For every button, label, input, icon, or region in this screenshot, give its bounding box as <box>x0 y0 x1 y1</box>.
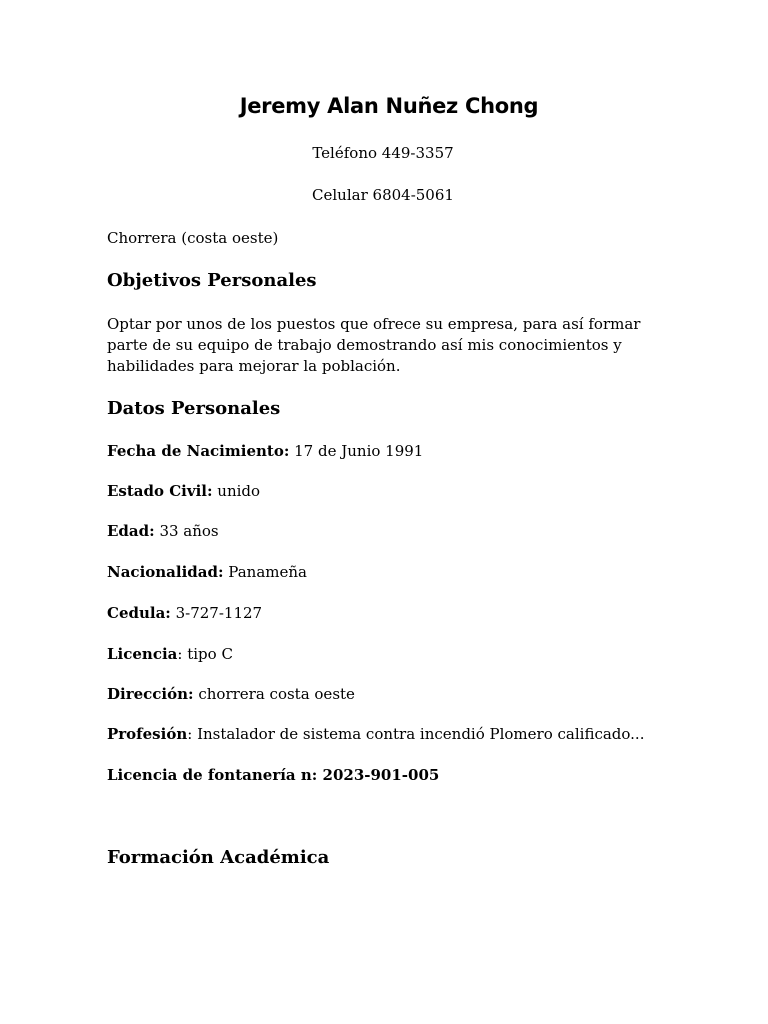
field-id-number <box>107 604 262 622</box>
personal-data-heading: Datos Personales <box>107 398 281 419</box>
field-value: 33 años <box>154 522 219 540</box>
field-profession <box>107 725 644 743</box>
cellphone-line: Celular 6804-5061 <box>312 186 454 204</box>
field-plumbing-license <box>107 766 439 784</box>
field-value: 17 de Junio 1991 <box>289 442 424 460</box>
field-value: unido <box>212 482 261 500</box>
field-label: Dirección: <box>107 685 194 703</box>
field-birth-date <box>107 442 423 460</box>
field-label: Profesión <box>107 725 188 743</box>
field-label: Estado Civil: <box>107 482 213 500</box>
field-value: : Instalador de sistema contra incendió Plomero calificado... <box>187 725 645 743</box>
field-license <box>107 645 233 663</box>
field-nationality <box>107 563 307 581</box>
objectives-heading: Objetivos Personales <box>107 270 317 291</box>
field-value: chorrera costa oeste <box>193 685 355 703</box>
field-label: Licencia de fontanería n: 2023-901-005 <box>107 766 440 784</box>
field-value: 3-727-1127 <box>170 604 263 622</box>
location-line: Chorrera (costa oeste) <box>107 229 279 247</box>
field-label: Cedula: <box>107 604 171 622</box>
person-name: Jeremy Alan Nuñez Chong <box>239 94 539 118</box>
education-heading: Formación Académica <box>107 847 330 868</box>
field-label: Licencia <box>107 645 178 663</box>
objectives-text: Optar por unos de los puestos que ofrece su empresa, para así formar parte de su equipo de trabajo demostrando así mis conocimientos y habilidades para mejorar la población. <box>107 315 641 375</box>
field-value: Panameña <box>223 563 307 581</box>
field-address <box>107 685 355 703</box>
field-label: Edad: <box>107 522 155 540</box>
field-label: Nacionalidad: <box>107 563 224 581</box>
field-civil-status <box>107 482 260 500</box>
field-value: : tipo C <box>177 645 233 663</box>
phone-line: Teléfono 449-3357 <box>312 144 454 162</box>
field-age <box>107 522 219 540</box>
field-label: Fecha de Nacimiento: <box>107 442 290 460</box>
